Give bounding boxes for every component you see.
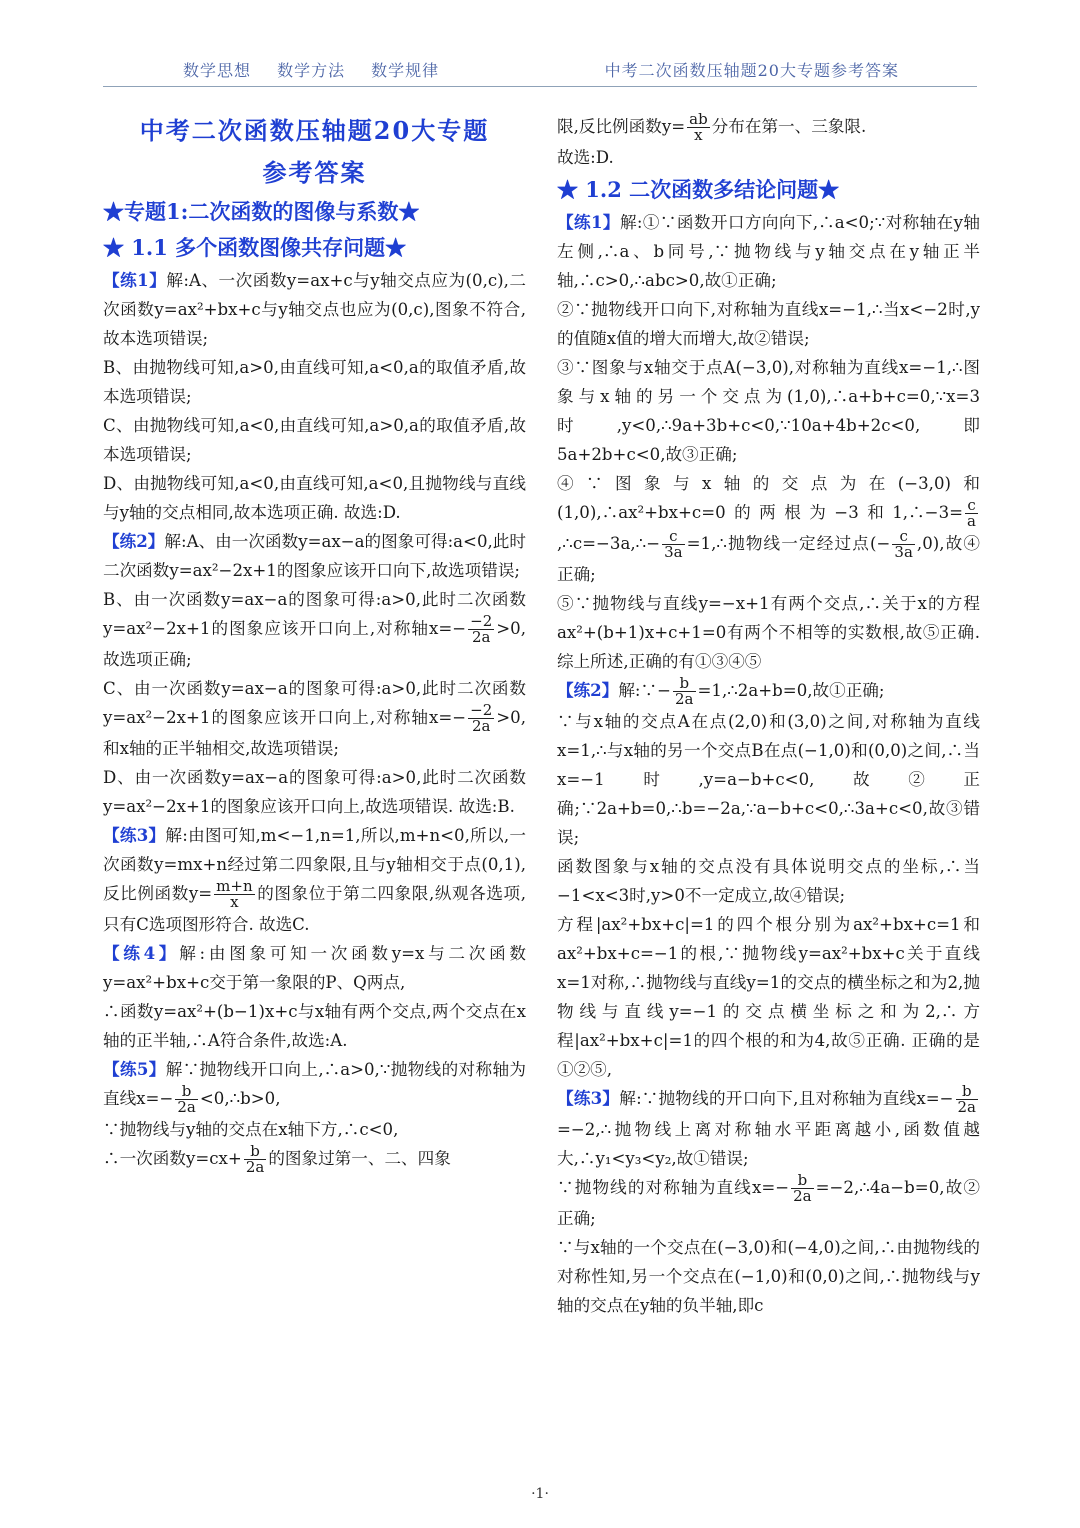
text: 的图象位于第二四象限,纵观各选项,只有C选项图形符合. 故选C.: [103, 884, 526, 934]
page-number: ·1·: [531, 1486, 549, 1502]
left-column: [103, 110, 526, 1175]
text: ,0),故④正确;: [557, 534, 980, 584]
paragraph: ∴函数y=ax²+(b−1)x+c与x轴有两个交点,两个交点在x轴的正半轴,∴A符合条件,故选:A.: [103, 1002, 526, 1050]
exercise-5: [103, 1055, 526, 1115]
exercise-tag: 【练5】: [103, 1059, 166, 1079]
fraction: $\frac{c}{3a}$: [894, 527, 913, 561]
paragraph: 解:A、由一次函数y=ax−a的图象可得:a<0,此时二次函数y=ax²−2x+1的图象应该开口向下,故选项错误;: [103, 532, 526, 580]
text: ④∵图象与x轴的交点为在(−3,0)和(1,0),∴ax²+bx+c=0的两根为−3和1,∴−3=: [557, 474, 980, 522]
fraction: $\frac{m+n}{x}$: [216, 877, 253, 911]
exercise-tag: 【练2】: [557, 680, 619, 700]
paragraph: ⑤∵抛物线与直线y=−x+1有两个交点,∴关于x的方程ax²+(b+1)x+c+1=0有两个不相等的实数根,故⑤正确. 综上所述,正确的有①③④⑤: [557, 594, 980, 671]
doc-title: 中考二次函数压轴题20大专题: [139, 116, 490, 145]
fraction: $\frac{c}{3a}$: [664, 527, 683, 561]
paragraph: 解:A、一次函数y=ax+c与y轴交点应为(0,c),二次函数y=ax²+bx+c与y轴交点也应为(0,c),图象不符合,故本选项错误;: [103, 271, 526, 348]
paragraph: ②∵抛物线开口向下,对称轴为直线x=−1,∴当x<−2时,y的值随x值的增大而增大,故②错误;: [557, 300, 980, 348]
paragraph: [557, 469, 980, 589]
page-header: [103, 58, 977, 87]
text: ∵抛物线的对称轴为直线x=−: [557, 1178, 790, 1197]
section-heading-1-1: ★ 1.1 多个函数图像共存问题★: [103, 235, 407, 260]
paragraph: ∵抛物线与y轴的交点在x轴下方,∴c<0,: [103, 1120, 399, 1139]
text: 分布在第一、三象限.: [711, 117, 867, 136]
paragraph: 故选:D.: [557, 148, 614, 167]
paragraph: B、由抛物线可知,a>0,由直线可知,a<0,a的取值矛盾,故本选项错误;: [103, 358, 526, 406]
fraction: $\frac{-2}{2a}$: [470, 701, 493, 735]
fraction: $\frac{ab}{x}$: [689, 110, 708, 144]
text: 的图象过第一、二、四象: [268, 1149, 451, 1168]
text: 解∵抛物线开口向上,∴a>0,∵抛物线的对称轴为直线x=−: [103, 1060, 526, 1108]
text: C、由一次函数y=ax−a的图象可得:a>0,此时二次函数y=ax²−2x+1的图象应该开口向上,对称轴x=−: [103, 679, 526, 727]
fraction: $\frac{c}{a}$: [967, 496, 976, 530]
fraction: $\frac{-2}{2a}$: [470, 612, 493, 646]
header-left: 数学思想 数学方法 数学规律: [183, 61, 440, 80]
paragraph: ③∵图象与x轴交于点A(−3,0),对称轴为直线x=−1,∴图象与x轴的另一个交点为(1,0),∴a+b+c=0,∵x=3时,y<0,∴9a+3b+c<0,∵10a+4b+2c<0,即5a+2b+c<0,故③正确;: [557, 358, 980, 464]
header-right: 中考二次函数压轴题20大专题参考答案: [604, 61, 899, 80]
exercise-1: [103, 266, 526, 353]
text: <0,∴b>0,: [199, 1089, 281, 1108]
text: >0,和x轴的正半轴相交,故选项错误;: [103, 708, 526, 758]
fraction: $\frac{b}{2a}$: [675, 674, 694, 708]
fraction: $\frac{b}{2a}$: [957, 1082, 977, 1116]
exercise-3b: [557, 1084, 980, 1173]
text: B、由一次函数y=ax−a的图象可得:a>0,此时二次函数y=ax²−2x+1的图象应该开口向上,对称轴x=−: [103, 590, 526, 638]
text: =1,∴抛物线一定经过点(−: [686, 534, 891, 553]
paragraph: ∵与x轴的交点A在点(2,0)和(3,0)之间,对称轴为直线x=1,∴与x轴的另一个交点B在点(−1,0)和(0,0)之间,∴当x=−1时,y=a−b+c<0,故②正确;∵2a+b=0,∴b=−2a,∵a−b+c<0,∴3a+c<0,故③错误;: [557, 712, 980, 847]
exercise-tag: 【练1】: [557, 212, 620, 232]
text: =1,∴2a+b=0,故①正确;: [697, 681, 885, 700]
section-heading-1-2: ★ 1.2 二次函数多结论问题★: [557, 177, 840, 202]
fraction: $\frac{b}{2a}$: [245, 1142, 265, 1176]
exercise-tag: 【练3】: [557, 1088, 620, 1108]
doc-subtitle: 参考答案: [262, 158, 367, 187]
paragraph: 解:由图象可知一次函数y=x与二次函数y=ax²+bx+c交于第一象限的P、Q两点,: [103, 944, 526, 992]
paragraph: [557, 1173, 980, 1233]
fraction: $\frac{b}{2a}$: [793, 1171, 812, 1205]
paragraph: C、由抛物线可知,a<0,由直线可知,a>0,a的取值矛盾,故本选项错误;: [103, 416, 526, 464]
paragraph: 函数图象与x轴的交点没有具体说明交点的坐标,∴当−1<x<3时,y>0不一定成立,故④错误;: [557, 857, 980, 905]
exercise-2: [103, 527, 526, 585]
text: 解:∵抛物线的开口向下,且对称轴为直线x=−: [619, 1089, 954, 1108]
exercise-3: [103, 821, 526, 939]
text: ,∴c=−3a,∴−: [557, 534, 661, 553]
exercise-1b: [557, 208, 980, 295]
right-column: [557, 112, 980, 1320]
paragraph: D、由一次函数y=ax−a的图象可得:a>0,此时二次函数y=ax²−2x+1的图象应该开口向上,故选项错误. 故选:B.: [103, 768, 526, 816]
paragraph: D、由抛物线可知,a<0,由直线可知,a<0,且抛物线与直线与y轴的交点相同,故本选项正确. 故选:D.: [103, 474, 526, 522]
text: 解:∵−: [618, 681, 672, 700]
exercise-tag: 【练3】: [103, 825, 166, 845]
exercise-2b: [557, 676, 980, 707]
paragraph: 解:①∵函数开口方向向下,∴a<0;∵对称轴在y轴左侧,∴a、b同号,∵抛物线与y轴交点在y轴正半轴,∴c>0,∴abc>0,故①正确;: [557, 213, 980, 290]
exercise-tag: 【练2】: [103, 531, 165, 551]
paragraph: 方程|ax²+bx+c|=1的四个根分别为ax²+bx+c=1和ax²+bx+c=−1的根,∵抛物线y=ax²+bx+c关于直线x=1对称,∴抛物线与直线y=1的交点的横坐标之和为2,抛物线与直线y=−1的交点横坐标之和为2,∴方程|ax²+bx+c|=1的四个根的和为4,故⑤正确. 正确的是①②⑤,: [557, 915, 980, 1079]
text: =−2,∴4a−b=0,故②正确;: [557, 1178, 980, 1228]
paragraph: [103, 674, 526, 763]
paragraph: [103, 1144, 526, 1175]
exercise-4: [103, 939, 526, 997]
text: =−2,∴抛物线上离对称轴水平距离越小,函数值越大,∴y₁<y₃<y₂,故①错误;: [557, 1120, 980, 1168]
paragraph: [103, 585, 526, 674]
exercise-tag: 【练4】: [103, 943, 180, 963]
fraction: $\frac{b}{2a}$: [177, 1082, 196, 1116]
exercise-tag: 【练1】: [103, 270, 167, 290]
text: 解:由图可知,m<−1,n=1,所以,m+n<0,所以,一次函数y=mx+n经过第二四象限,且与y轴相交于点(0,1),反比例函数y=: [103, 826, 526, 903]
topic-heading: ★专题1:二次函数的图像与系数★: [103, 199, 420, 224]
text: ∴一次函数y=cx+: [103, 1149, 242, 1168]
paragraph: ∵与x轴的一个交点在(−3,0)和(−4,0)之间,∴由抛物线的对称性知,另一个交点在(−1,0)和(0,0)之间,∴抛物线与y轴的交点在y轴的负半轴,即c: [557, 1238, 980, 1315]
text: >0,故选项正确;: [103, 619, 526, 669]
text: 限,反比例函数y=: [557, 117, 686, 136]
paragraph: [557, 112, 980, 143]
